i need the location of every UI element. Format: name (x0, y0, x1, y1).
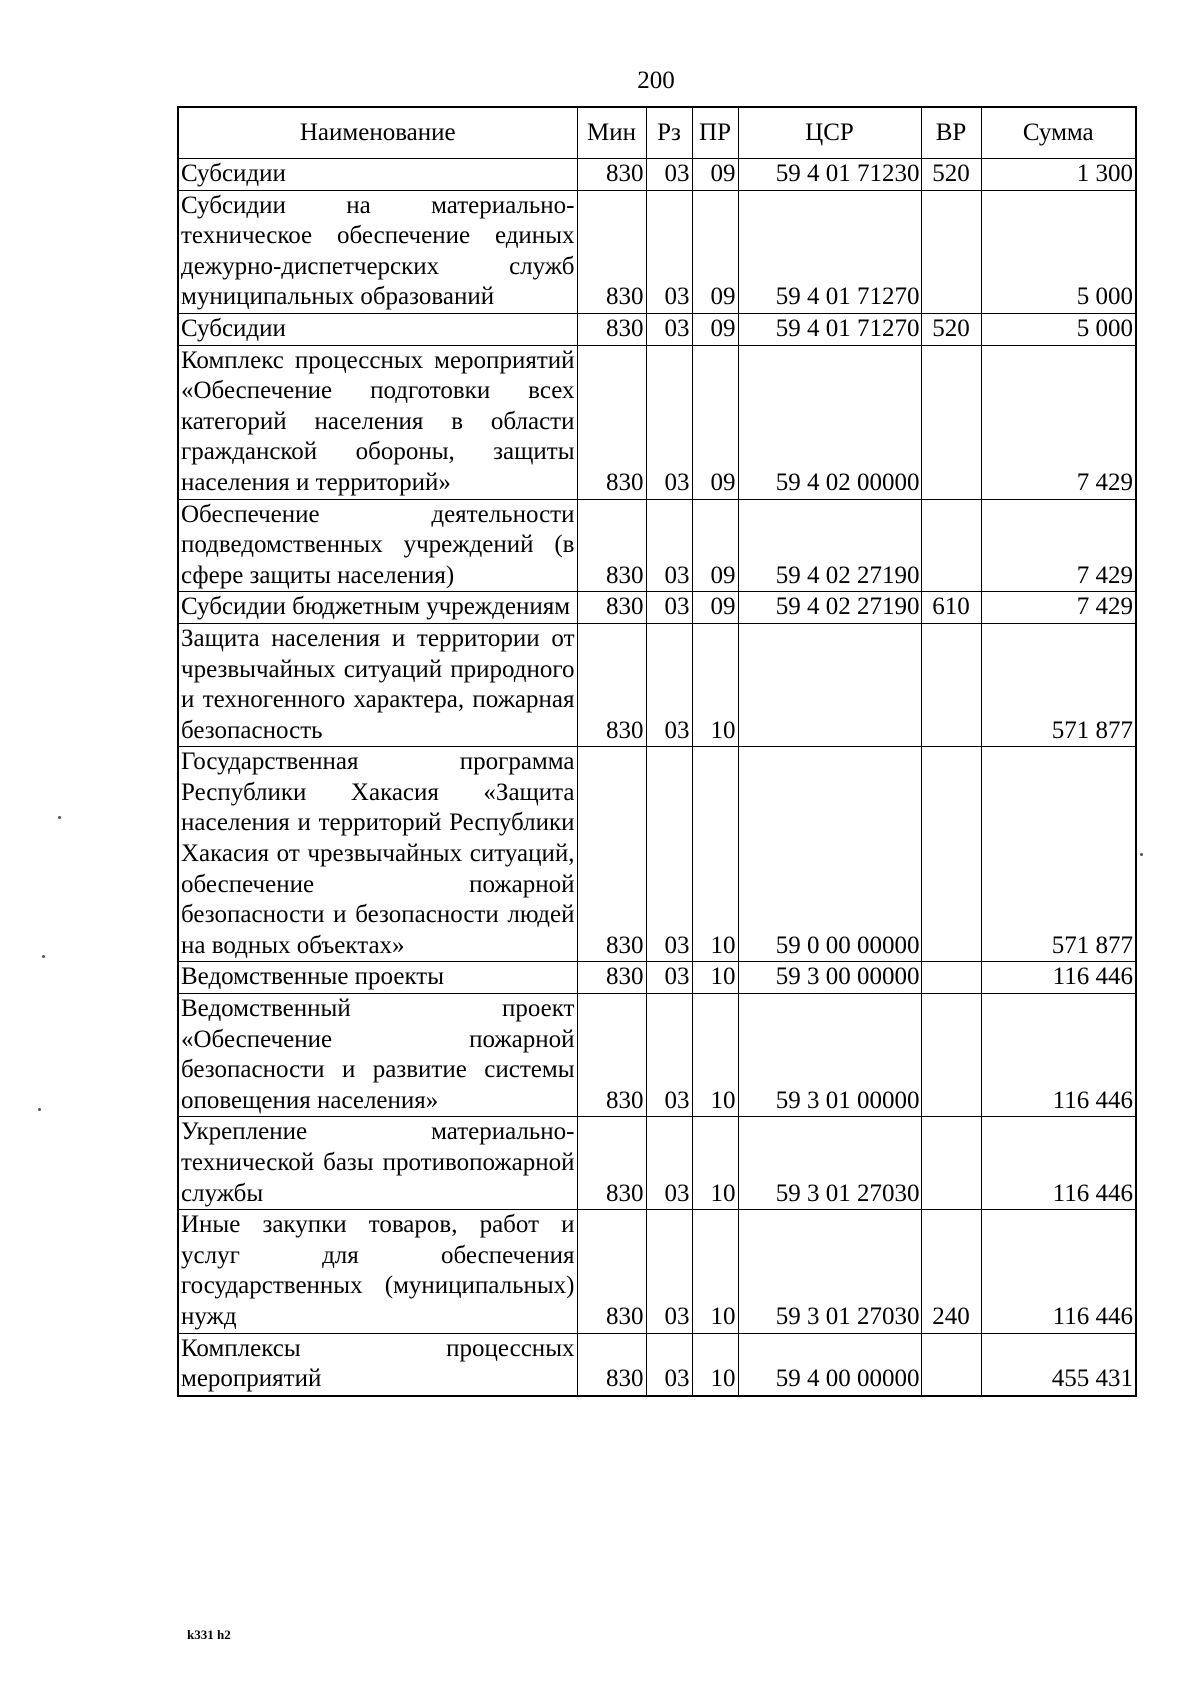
cell-min: 830 (577, 499, 646, 592)
cell-sum: 1 300 (981, 159, 1136, 191)
cell-csr (738, 623, 921, 746)
cell-csr: 59 0 00 00000 (738, 747, 921, 962)
cell-vr (921, 994, 981, 1117)
cell-name: Ведомственные проекты (178, 962, 577, 994)
cell-pr: 10 (692, 962, 738, 994)
cell-pr: 09 (692, 159, 738, 191)
header-min: Мин (577, 107, 646, 159)
cell-vr: 240 (921, 1210, 981, 1333)
scan-speck (58, 816, 61, 819)
page-number: 200 (637, 67, 675, 94)
cell-name: Субсидии бюджетным учреждениям (178, 592, 577, 624)
cell-rz: 03 (646, 313, 692, 345)
cell-csr: 59 4 02 00000 (738, 345, 921, 499)
cell-vr (921, 1117, 981, 1210)
scan-speck (42, 955, 45, 958)
cell-csr: 59 4 00 00000 (738, 1333, 921, 1396)
table-row (178, 1210, 1136, 1333)
cell-vr (921, 190, 981, 313)
cell-min: 830 (577, 747, 646, 962)
cell-pr: 10 (692, 623, 738, 746)
cell-rz: 03 (646, 962, 692, 994)
cell-min: 830 (577, 345, 646, 499)
cell-sum: 455 431 (981, 1333, 1136, 1396)
cell-min: 830 (577, 1117, 646, 1210)
table-row (178, 1117, 1136, 1210)
cell-rz: 03 (646, 345, 692, 499)
cell-sum: 571 877 (981, 747, 1136, 962)
cell-pr: 09 (692, 499, 738, 592)
table-row (178, 499, 1136, 592)
table-row (178, 159, 1136, 191)
table-row (178, 962, 1136, 994)
cell-rz: 03 (646, 994, 692, 1117)
cell-rz: 03 (646, 1210, 692, 1333)
table-row (178, 190, 1136, 313)
cell-vr (921, 1333, 981, 1396)
cell-min: 830 (577, 190, 646, 313)
cell-vr: 520 (921, 313, 981, 345)
cell-sum: 7 429 (981, 345, 1136, 499)
cell-min: 830 (577, 313, 646, 345)
table-row (178, 994, 1136, 1117)
cell-name: Ведомственный проект «Обеспечение пожарной безопасности и развитие системы оповещения населения» (178, 994, 577, 1117)
cell-vr: 520 (921, 159, 981, 191)
cell-sum: 116 446 (981, 1210, 1136, 1333)
table-row (178, 345, 1136, 499)
cell-min: 830 (577, 159, 646, 191)
cell-vr (921, 499, 981, 592)
cell-sum: 7 429 (981, 592, 1136, 624)
cell-sum: 116 446 (981, 962, 1136, 994)
cell-pr: 09 (692, 592, 738, 624)
cell-min: 830 (577, 962, 646, 994)
cell-pr: 10 (692, 1210, 738, 1333)
cell-min: 830 (577, 1210, 646, 1333)
cell-csr: 59 3 01 27030 (738, 1210, 921, 1333)
cell-rz: 03 (646, 592, 692, 624)
cell-pr: 10 (692, 747, 738, 962)
cell-csr: 59 4 02 27190 (738, 499, 921, 592)
table-row (178, 1333, 1136, 1396)
cell-vr (921, 962, 981, 994)
table-header-row (178, 107, 1136, 159)
cell-rz: 03 (646, 190, 692, 313)
header-rz: Рз (646, 107, 692, 159)
table-row (178, 313, 1136, 345)
table-body (178, 159, 1136, 1396)
cell-sum: 571 877 (981, 623, 1136, 746)
cell-name: Иные закупки товаров, работ и услуг для обеспечения государственных (муниципальных) нужд (178, 1210, 577, 1333)
cell-rz: 03 (646, 1333, 692, 1396)
scan-speck (38, 1108, 41, 1111)
cell-name: Укрепление материально-технической базы противопожарной службы (178, 1117, 577, 1210)
cell-sum: 5 000 (981, 190, 1136, 313)
table-row (178, 747, 1136, 962)
cell-rz: 03 (646, 1117, 692, 1210)
cell-csr: 59 4 01 71230 (738, 159, 921, 191)
footer-code: k331 h2 (187, 1627, 231, 1642)
cell-sum: 116 446 (981, 1117, 1136, 1210)
cell-sum: 7 429 (981, 499, 1136, 592)
cell-pr: 10 (692, 1333, 738, 1396)
header-vr: ВР (921, 107, 981, 159)
cell-pr: 10 (692, 994, 738, 1117)
table-row (178, 592, 1136, 624)
cell-csr: 59 4 02 27190 (738, 592, 921, 624)
header-pr: ПР (692, 107, 738, 159)
cell-pr: 09 (692, 313, 738, 345)
cell-name: Субсидии (178, 159, 577, 191)
cell-rz: 03 (646, 499, 692, 592)
cell-min: 830 (577, 994, 646, 1117)
header-sum: Сумма (981, 107, 1136, 159)
cell-name: Государственная программа Республики Хакасия «Защита населения и территорий Республики Хакасия от чрезвычайных ситуаций, обеспечение пожарной безопасности и безопасности людей на водных объектах» (178, 747, 577, 962)
header-name: Наименование (178, 107, 577, 159)
cell-csr: 59 3 00 00000 (738, 962, 921, 994)
cell-pr: 10 (692, 1117, 738, 1210)
cell-rz: 03 (646, 623, 692, 746)
cell-rz: 03 (646, 747, 692, 962)
cell-name: Комплекс процессных мероприятий «Обеспечение подготовки всех категорий населения в области гражданской обороны, защиты населения и территорий» (178, 345, 577, 499)
cell-csr: 59 4 01 71270 (738, 190, 921, 313)
cell-vr: 610 (921, 592, 981, 624)
cell-pr: 09 (692, 190, 738, 313)
cell-vr (921, 747, 981, 962)
cell-csr: 59 3 01 00000 (738, 994, 921, 1117)
budget-table (177, 106, 1137, 1397)
cell-sum: 116 446 (981, 994, 1136, 1117)
cell-csr: 59 3 01 27030 (738, 1117, 921, 1210)
table-row (178, 623, 1136, 746)
cell-min: 830 (577, 1333, 646, 1396)
cell-name: Обеспечение деятельности подведомственных учреждений (в сфере защиты населения) (178, 499, 577, 592)
cell-sum: 5 000 (981, 313, 1136, 345)
cell-pr: 09 (692, 345, 738, 499)
cell-name: Субсидии (178, 313, 577, 345)
cell-csr: 59 4 01 71270 (738, 313, 921, 345)
cell-min: 830 (577, 592, 646, 624)
cell-name: Защита населения и территории от чрезвычайных ситуаций природного и техногенного характера, пожарная безопасность (178, 623, 577, 746)
cell-vr (921, 345, 981, 499)
cell-min: 830 (577, 623, 646, 746)
scan-speck (1140, 853, 1143, 856)
cell-name: Субсидии на материально-техническое обеспечение единых дежурно-диспетчерских служб муниципальных образований (178, 190, 577, 313)
cell-vr (921, 623, 981, 746)
cell-name: Комплексы процессных мероприятий (178, 1333, 577, 1396)
cell-rz: 03 (646, 159, 692, 191)
header-csr: ЦСР (738, 107, 921, 159)
